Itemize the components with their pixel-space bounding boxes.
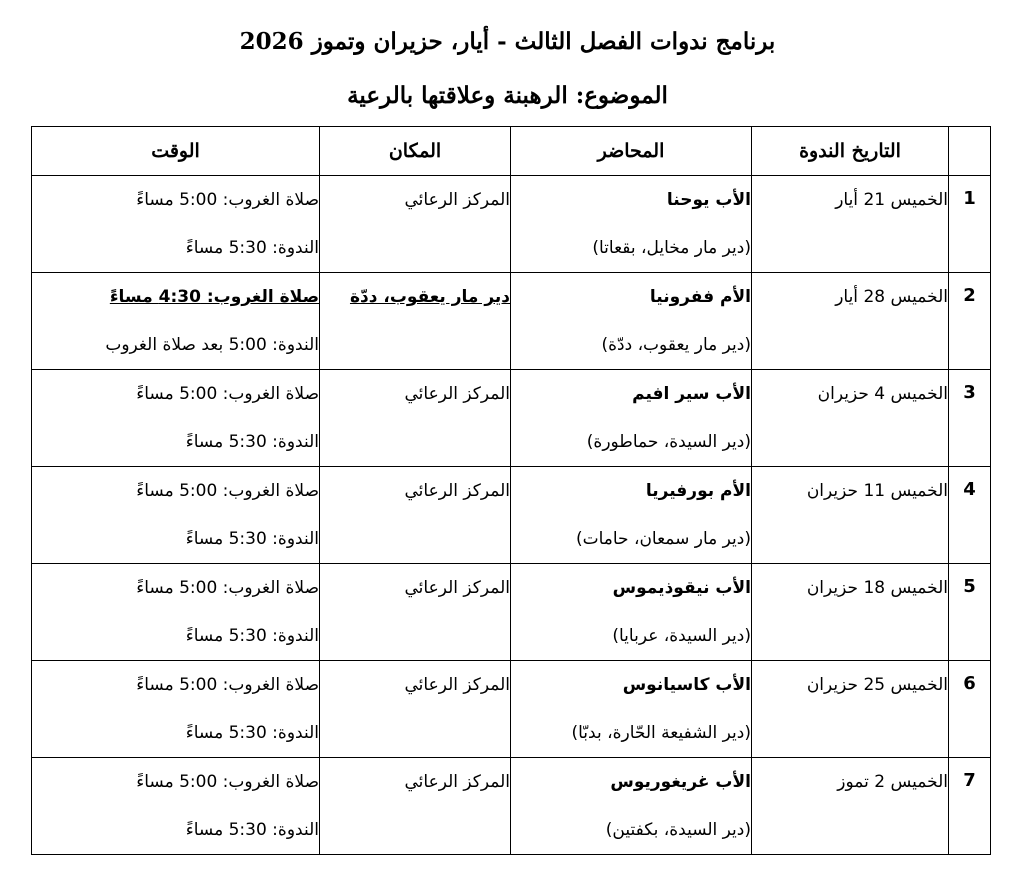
seminar-time: الندوة: 5:30 مساءً xyxy=(185,238,319,258)
table-row xyxy=(32,564,991,661)
lecturer-name: الأم بورفيريا xyxy=(645,481,751,501)
row-number: 2 xyxy=(949,273,991,370)
seminar-time: الندوة: 5:30 مساءً xyxy=(185,432,319,452)
seminar-time: الندوة: 5:30 مساءً xyxy=(185,626,319,646)
vespers-time: صلاة الغروب: 5:00 مساءً xyxy=(136,481,319,501)
seminar-time: الندوة: 5:30 مساءً xyxy=(185,820,319,840)
vespers-time: صلاة الغروب: 5:00 مساءً xyxy=(136,190,319,210)
page-subtitle: الموضوع: الرهبنة وعلاقتها بالرعية xyxy=(347,82,668,109)
vespers-time: صلاة الغروب: 5:00 مساءً xyxy=(136,578,319,598)
row-date: الخميس 28 أيار xyxy=(752,273,949,370)
table-row xyxy=(32,176,991,273)
lecturer-monastery: (دير السيدة، حماطورة) xyxy=(586,432,751,452)
row-place: المركز الرعائي xyxy=(320,370,511,467)
row-time xyxy=(32,467,320,564)
row-number: 4 xyxy=(949,467,991,564)
vespers-time: صلاة الغروب: 4:30 مساءً xyxy=(109,287,319,307)
lecturer-monastery: (دير مار سمعان، حامات) xyxy=(575,529,751,549)
row-number: 6 xyxy=(949,661,991,758)
vespers-time: صلاة الغروب: 5:00 مساءً xyxy=(136,772,319,792)
page-title: برنامج ندوات الفصل الثالث - أيار، حزيران وتموز 2026 xyxy=(239,28,776,55)
row-place: المركز الرعائي xyxy=(320,564,511,661)
row-time xyxy=(32,370,320,467)
row-date: الخميس 11 حزيران xyxy=(752,467,949,564)
lecturer-name: الأم ففرونيا xyxy=(649,287,751,307)
seminar-schedule-table xyxy=(31,126,991,855)
lecturer-name: الأب يوحنا xyxy=(666,190,751,210)
header-lecturer: المحاضر xyxy=(511,127,752,176)
vespers-time: صلاة الغروب: 5:00 مساءً xyxy=(136,675,319,695)
row-lecturer xyxy=(511,467,752,564)
table-row xyxy=(32,273,991,370)
lecturer-monastery: (دير الشفيعة الحّارة، بدبّا) xyxy=(571,723,751,743)
row-lecturer xyxy=(511,370,752,467)
row-date: الخميس 4 حزيران xyxy=(752,370,949,467)
row-lecturer xyxy=(511,176,752,273)
row-number: 1 xyxy=(949,176,991,273)
row-number: 7 xyxy=(949,758,991,855)
lecturer-name: الأب كاسيانوس xyxy=(622,675,751,695)
row-time xyxy=(32,758,320,855)
row-lecturer xyxy=(511,758,752,855)
row-lecturer xyxy=(511,273,752,370)
seminar-time: الندوة: 5:00 بعد صلاة الغروب xyxy=(105,335,319,355)
header-time: الوقت xyxy=(32,127,320,176)
header-place: المكان xyxy=(320,127,511,176)
table-row xyxy=(32,661,991,758)
lecturer-monastery: (دير مار يعقوب، ددّة) xyxy=(601,335,751,355)
seminar-time: الندوة: 5:30 مساءً xyxy=(185,529,319,549)
header-date: التاريخ الندوة xyxy=(752,127,949,176)
row-time xyxy=(32,273,320,370)
row-lecturer xyxy=(511,661,752,758)
row-time xyxy=(32,661,320,758)
lecturer-monastery: (دير مار مخايل، بقعاتا) xyxy=(592,238,751,258)
lecturer-name: الأب غريغوريوس xyxy=(610,772,751,792)
table-row xyxy=(32,370,991,467)
row-time xyxy=(32,176,320,273)
row-date: الخميس 25 حزيران xyxy=(752,661,949,758)
vespers-time: صلاة الغروب: 5:00 مساءً xyxy=(136,384,319,404)
row-place: المركز الرعائي xyxy=(320,467,511,564)
header-number xyxy=(949,127,991,176)
row-number: 3 xyxy=(949,370,991,467)
row-lecturer xyxy=(511,564,752,661)
table-header-row xyxy=(32,127,991,176)
row-place: دير مار يعقوب، ددّة xyxy=(320,273,511,370)
lecturer-monastery: (دير السيدة، بكفتين) xyxy=(605,820,751,840)
row-place: المركز الرعائي xyxy=(320,176,511,273)
row-date: الخميس 2 تموز xyxy=(752,758,949,855)
seminar-time: الندوة: 5:30 مساءً xyxy=(185,723,319,743)
lecturer-name: الأب سير افيم xyxy=(632,384,751,404)
row-date: الخميس 18 حزيران xyxy=(752,564,949,661)
lecturer-monastery: (دير السيدة، عربايا) xyxy=(612,626,751,646)
table-row xyxy=(32,758,991,855)
row-place: المركز الرعائي xyxy=(320,661,511,758)
lecturer-name: الأب نيقوذيموس xyxy=(612,578,751,598)
table-row xyxy=(32,467,991,564)
row-number: 5 xyxy=(949,564,991,661)
row-time xyxy=(32,564,320,661)
row-place: المركز الرعائي xyxy=(320,758,511,855)
row-date: الخميس 21 أيار xyxy=(752,176,949,273)
